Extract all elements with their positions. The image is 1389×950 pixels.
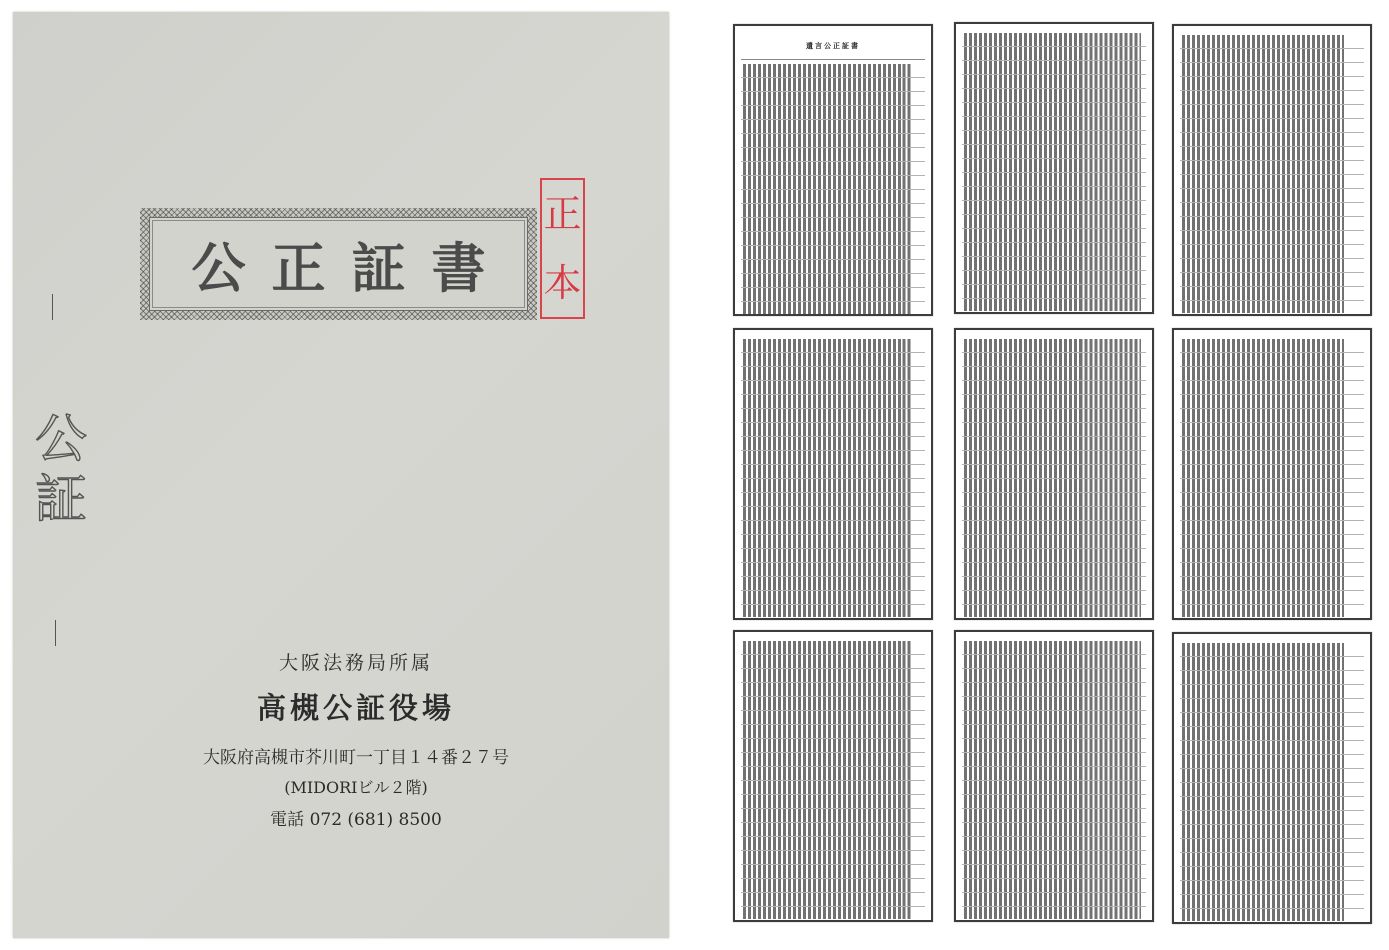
page-text-lines xyxy=(741,641,925,919)
issuer-block xyxy=(13,648,669,830)
page-text-lines xyxy=(1180,643,1364,921)
page-text-lines xyxy=(1180,35,1364,313)
issuer-address: 大阪府高槻市芥川町一丁目１４番２７号 xyxy=(203,748,509,768)
deed-page-2 xyxy=(954,22,1154,314)
issuer-phone: 電話 072 (681) 8500 xyxy=(270,810,442,830)
deed-page-1 xyxy=(733,24,933,316)
stamp-char-1: 正 xyxy=(543,192,582,237)
page-text-lines xyxy=(962,33,1146,311)
certificate-cover xyxy=(13,12,669,938)
deed-pages-grid xyxy=(731,20,1377,925)
cover-title: 公正証書 xyxy=(191,235,512,300)
deed-page-5 xyxy=(954,328,1154,620)
perforation-char-2: 証 xyxy=(34,470,87,530)
page-text-lines xyxy=(962,339,1146,617)
deed-page-7 xyxy=(733,630,933,922)
page-text-lines xyxy=(1180,339,1364,617)
deed-page-6 xyxy=(1172,328,1372,620)
deed-page-4 xyxy=(733,328,933,620)
original-copy-stamp xyxy=(540,178,585,319)
deed-page-heading: 遺言公正証書 xyxy=(741,31,925,60)
issuer-building: (MIDORIビル２階) xyxy=(284,778,428,797)
issuer-name: 高槻公証役場 xyxy=(256,691,455,725)
perforation-seal xyxy=(31,410,91,530)
fold-mark-bottom xyxy=(55,620,56,646)
page-text-lines xyxy=(962,641,1146,919)
stamp-char-2: 本 xyxy=(543,260,582,305)
fold-mark-top xyxy=(52,294,53,320)
deed-page-3 xyxy=(1172,24,1372,316)
title-frame xyxy=(140,208,537,320)
perforation-char-1: 公 xyxy=(34,410,87,470)
issuer-office: 大阪法務局所属 xyxy=(278,652,433,674)
page-text-lines xyxy=(741,339,925,617)
deed-page-8 xyxy=(954,630,1154,922)
page-text-lines xyxy=(741,64,925,316)
deed-page-9 xyxy=(1172,632,1372,924)
title-box xyxy=(149,217,528,311)
